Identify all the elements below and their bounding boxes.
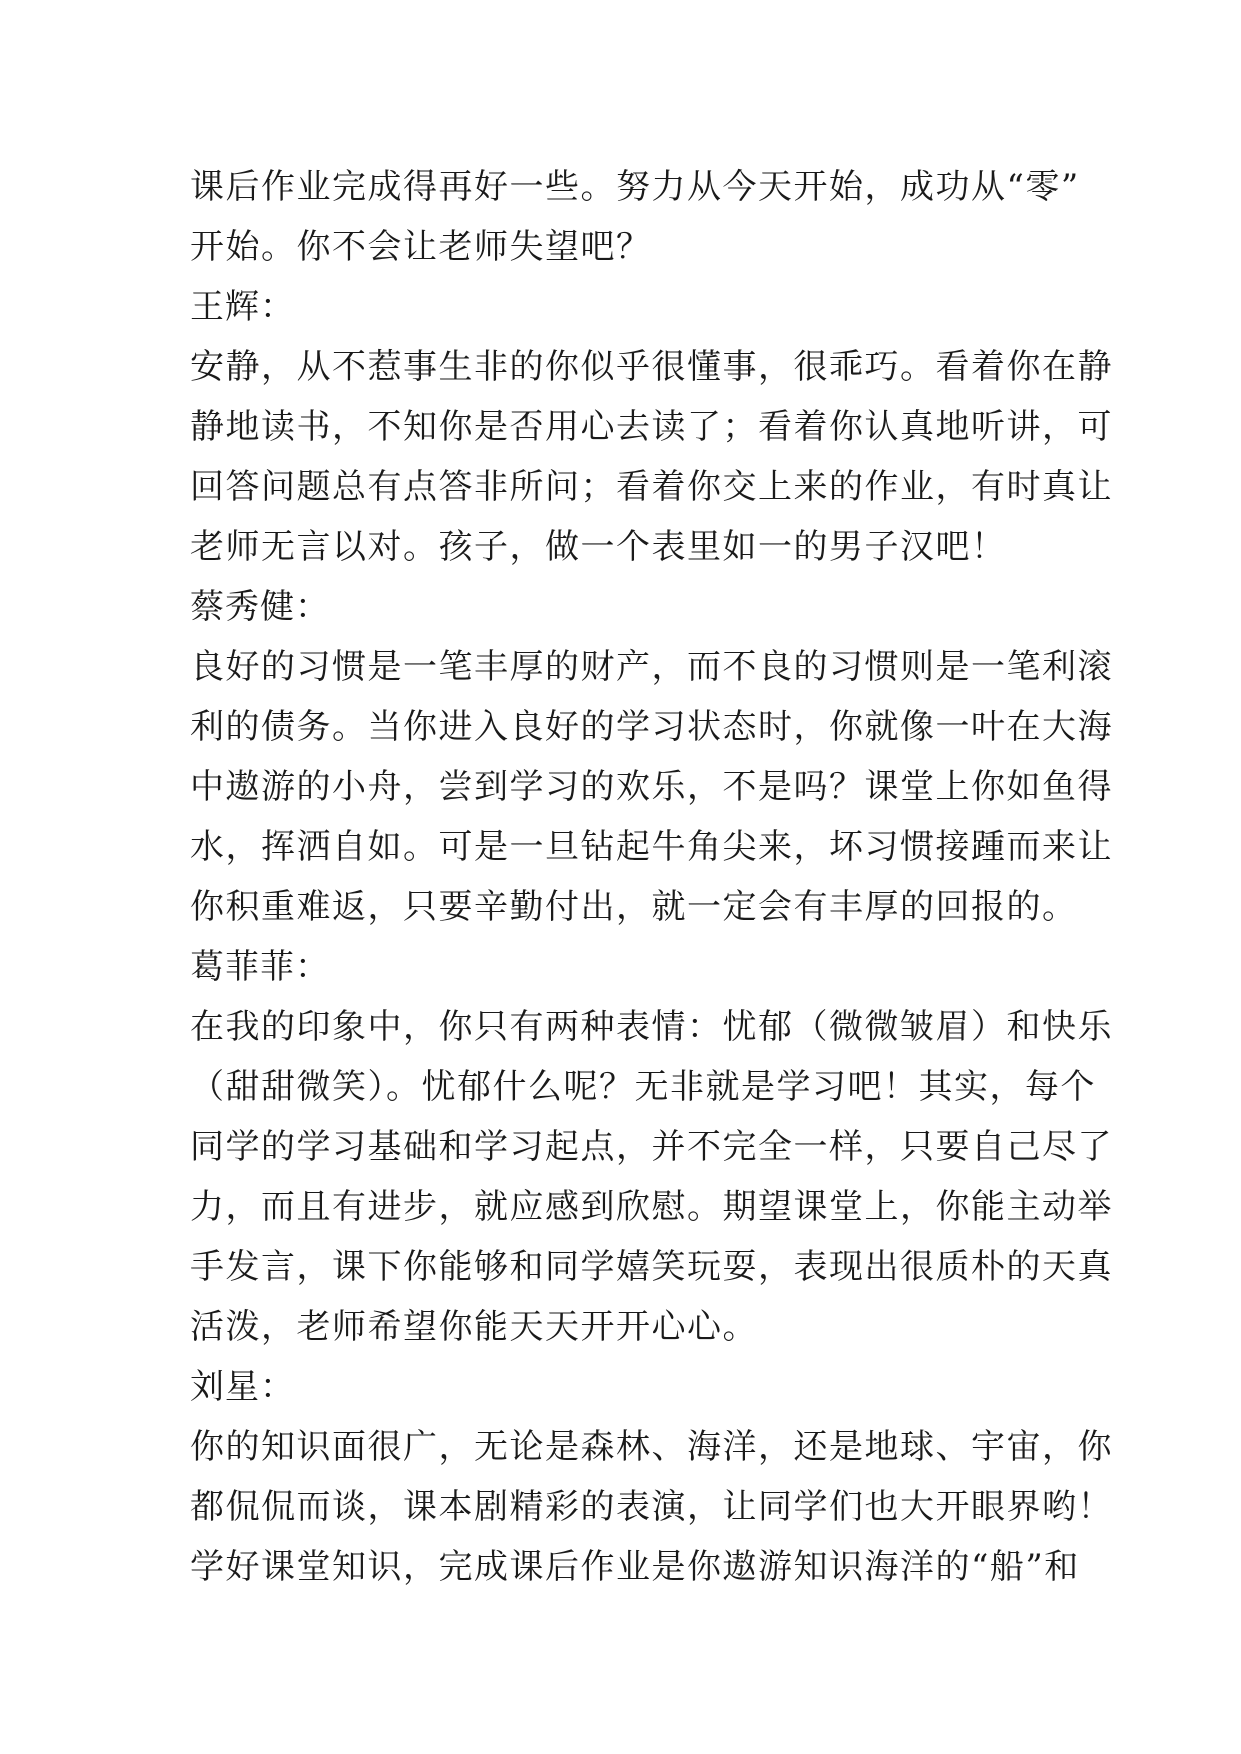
text-line: 良好的习惯是一笔丰厚的财产，而不良的习惯则是一笔利滚 <box>190 647 1113 687</box>
student-name-heading: 刘星： <box>190 1367 295 1407</box>
student-name-heading: 王辉： <box>190 287 295 327</box>
text-line: 回答问题总有点答非所问；看着你交上来的作业，有时真让 <box>190 467 1113 507</box>
document-page <box>190 157 1113 1597</box>
text-line: 静地读书，不知你是否用心去读了；看着你认真地听讲，可 <box>190 407 1113 447</box>
text-line: 学好课堂知识，完成课后作业是你遨游知识海洋的“船”和 <box>190 1547 1080 1587</box>
text-line: 开始。你不会让老师失望吧？ <box>190 227 652 267</box>
text-line: 力，而且有进步，就应感到欣慰。期望课堂上，你能主动举 <box>190 1187 1113 1227</box>
text-line: 课后作业完成得再好一些。努力从今天开始，成功从“零” <box>190 167 1080 207</box>
text-line: 利的债务。当你进入良好的学习状态时，你就像一叶在大海 <box>190 707 1113 747</box>
text-line: 安静，从不惹事生非的你似乎很懂事，很乖巧。看着你在静 <box>190 347 1113 387</box>
text-line: 在我的印象中，你只有两种表情：忧郁（微微皱眉）和快乐 <box>190 1007 1113 1047</box>
student-name-heading: 蔡秀健： <box>190 587 330 627</box>
text-line: 你的知识面很广，无论是森林、海洋，还是地球、宇宙，你 <box>190 1427 1113 1467</box>
text-line: 活泼，老师希望你能天天开开心心。 <box>190 1307 758 1347</box>
text-line: （甜甜微笑）。忧郁什么呢？无非就是学习吧！其实，每个 <box>190 1067 1096 1107</box>
text-line: 水，挥洒自如。可是一旦钻起牛角尖来，坏习惯接踵而来让 <box>190 827 1113 867</box>
text-line: 中遨游的小舟，尝到学习的欢乐，不是吗？课堂上你如鱼得 <box>190 767 1113 807</box>
text-line: 老师无言以对。孩子，做一个表里如一的男子汉吧！ <box>190 527 1007 567</box>
student-name-heading: 葛菲菲： <box>190 947 330 987</box>
text-line: 都侃侃而谈，课本剧精彩的表演，让同学们也大开眼界哟！ <box>190 1487 1113 1527</box>
text-line: 手发言，课下你能够和同学嬉笑玩耍，表现出很质朴的天真 <box>190 1247 1113 1287</box>
text-line: 你积重难返，只要辛勤付出，就一定会有丰厚的回报的。 <box>190 887 1078 927</box>
text-line: 同学的学习基础和学习起点，并不完全一样，只要自己尽了 <box>190 1127 1113 1167</box>
